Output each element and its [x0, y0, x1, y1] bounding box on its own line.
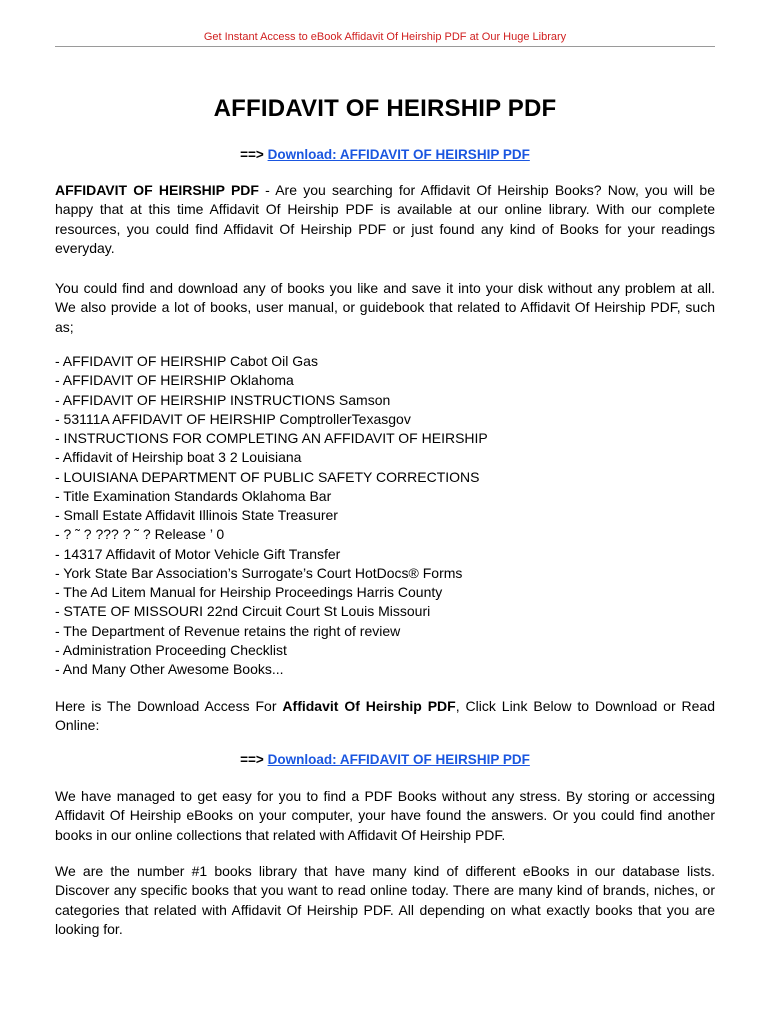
- list-item: - The Department of Revenue retains the right of review: [55, 622, 401, 639]
- intro-bold-title: AFFIDAVIT OF HEIRSHIP PDF: [55, 182, 259, 198]
- managed-paragraph: We have managed to get easy for you to find a PDF Books without any stress. By storing or accessing Affidavit Of Heirship eBooks on your computer, your have found the answers. Or you could find another books in our online collections that related with Affidavit Of Heirship PDF.: [55, 788, 715, 843]
- download-arrow: ==>: [240, 147, 264, 162]
- list-item: - Affidavit of Heirship boat 3 2 Louisiana: [55, 449, 302, 466]
- list-item: - AFFIDAVIT OF HEIRSHIP Cabot Oil Gas: [55, 353, 318, 369]
- intro-text: - Are you searching for Affidavit Of Heirship Books? Now, you will be happy that at this time Affidavit Of Heirship PDF is available at our online library. With our complete resources, you could find Affidavit Of Heirship PDF or just found any kind of Books for your readings everyday.: [55, 182, 716, 256]
- list-item: - AFFIDAVIT OF HEIRSHIP INSTRUCTIONS Samson: [55, 391, 391, 408]
- download-line-top: [55, 147, 715, 162]
- library-paragraph: We are the number #1 books library that have many kind of different eBooks in our database lists. Discover any specific books that you want to read online today. There are many kind of brands, niches, or categories that related with Affidavit Of Heirship PDF. All depending on what exactly books that you are looking for.: [55, 863, 715, 937]
- list-item: - AFFIDAVIT OF HEIRSHIP Oklahoma: [55, 372, 294, 389]
- download-arrow: ==>: [240, 752, 264, 767]
- page-title: AFFIDAVIT OF HEIRSHIP PDF: [213, 95, 557, 122]
- list-item: - The Ad Litem Manual for Heirship Proceedings Harris County: [55, 584, 443, 600]
- list-item: - INSTRUCTIONS FOR COMPLETING AN AFFIDAVIT OF HEIRSHIP: [55, 430, 488, 446]
- list-item: - STATE OF MISSOURI 22nd Circuit Court St Louis Missouri: [55, 603, 431, 620]
- related-books-list: [55, 352, 715, 679]
- list-item: - Small Estate Affidavit Illinois State Treasurer: [55, 507, 338, 523]
- list-item: - Title Examination Standards Oklahoma Bar: [55, 487, 332, 504]
- list-item: - York State Bar Association’s Surrogate’s Court HotDocs® Forms: [55, 564, 463, 581]
- access-text-after: , Click Link Below to Download or Read Online:: [55, 698, 716, 734]
- header-divider: [55, 46, 715, 47]
- access-bold-title: Affidavit Of Heirship PDF: [282, 698, 456, 714]
- access-text-before: Here is The Download Access For: [55, 698, 283, 714]
- list-item: - ? ˜ ? ??? ? ˜ ? Release ’ 0: [55, 526, 225, 543]
- download-link-bottom[interactable]: Download: AFFIDAVIT OF HEIRSHIP PDF: [267, 752, 530, 767]
- list-item: - 53111A AFFIDAVIT OF HEIRSHIP ComptrollerTexasgov: [55, 410, 411, 427]
- list-item: - LOUISIANA DEPARTMENT OF PUBLIC SAFETY CORRECTIONS: [55, 468, 480, 485]
- download-line-bottom: [55, 752, 715, 767]
- list-item: - Administration Proceeding Checklist: [55, 641, 287, 658]
- books-paragraph: You could find and download any of books you like and save it into your disk without any problem at all. We also provide a lot of books, user manual, or guidebook that related to Affidavit Of Heirship PDF, such as;: [55, 280, 715, 335]
- download-link-top[interactable]: Download: AFFIDAVIT OF HEIRSHIP PDF: [267, 147, 530, 162]
- intro-paragraph: [55, 181, 715, 258]
- header-banner: Get Instant Access to eBook Affidavit Of Heirship PDF at Our Huge Library: [203, 31, 567, 43]
- list-item: - 14317 Affidavit of Motor Vehicle Gift Transfer: [55, 545, 341, 562]
- list-item: - And Many Other Awesome Books...: [55, 661, 284, 677]
- access-paragraph: [55, 697, 715, 736]
